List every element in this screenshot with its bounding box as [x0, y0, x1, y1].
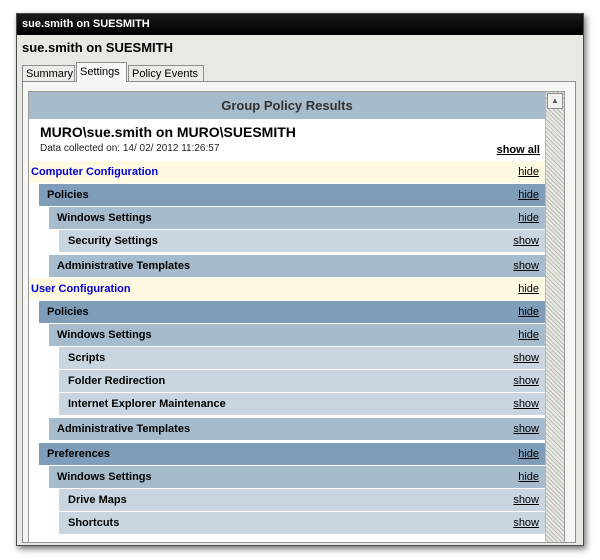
- computer-windows-settings-toggle[interactable]: hide: [518, 212, 539, 224]
- drive-maps-toggle[interactable]: show: [513, 494, 539, 506]
- preferences-toggle[interactable]: hide: [518, 448, 539, 460]
- computer-configuration-row: [29, 160, 545, 183]
- user-policies-toggle[interactable]: hide: [518, 306, 539, 318]
- gpresult-window: [16, 13, 584, 546]
- shortcuts-toggle[interactable]: show: [513, 517, 539, 529]
- security-settings-toggle[interactable]: show: [513, 235, 539, 247]
- drive-maps-label: Drive Maps: [68, 494, 127, 506]
- ie-maintenance-toggle[interactable]: show: [513, 398, 539, 410]
- preferences-row: [39, 442, 545, 465]
- ie-maintenance-row: [59, 392, 545, 415]
- scripts-toggle[interactable]: show: [513, 352, 539, 364]
- user-configuration-toggle[interactable]: hide: [518, 283, 539, 295]
- scripts-row: [59, 346, 545, 369]
- user-windows-settings-row: [49, 323, 545, 346]
- user-configuration-label: User Configuration: [31, 283, 131, 295]
- user-windows-settings-toggle[interactable]: hide: [518, 329, 539, 341]
- computer-windows-settings-label: Windows Settings: [57, 212, 152, 224]
- user-admin-templates-toggle[interactable]: show: [513, 423, 539, 435]
- preferences-label: Preferences: [47, 448, 110, 460]
- computer-admin-templates-row: [49, 254, 545, 277]
- security-settings-row: [59, 229, 545, 252]
- computer-policies-toggle[interactable]: hide: [518, 189, 539, 201]
- tab-settings[interactable]: Settings: [76, 62, 127, 82]
- computer-admin-templates-label: Administrative Templates: [57, 260, 191, 272]
- shortcuts-row: [59, 511, 545, 534]
- user-admin-templates-label: Administrative Templates: [57, 423, 191, 435]
- ie-maintenance-label: Internet Explorer Maintenance: [68, 398, 226, 410]
- tab-policy-events[interactable]: Policy Events: [128, 65, 204, 81]
- results-header: Group Policy Results: [29, 92, 545, 119]
- user-admin-templates-row: [49, 417, 545, 440]
- window-titlebar[interactable]: sue.smith on SUESMITH: [17, 14, 583, 35]
- collection-info: [29, 142, 545, 160]
- drive-maps-row: [59, 488, 545, 511]
- show-all-link[interactable]: show all: [496, 144, 540, 156]
- scripts-label: Scripts: [68, 352, 106, 364]
- computer-configuration-label: Computer Configuration: [31, 166, 159, 178]
- user-windows-settings-label: Windows Settings: [57, 329, 152, 341]
- folder-redirection-row: [59, 369, 545, 392]
- computer-configuration-toggle[interactable]: hide: [518, 166, 539, 178]
- tab-summary[interactable]: Summary: [22, 65, 75, 81]
- shortcuts-label: Shortcuts: [68, 517, 120, 529]
- computer-admin-templates-toggle[interactable]: show: [513, 260, 539, 272]
- security-settings-label: Security Settings: [68, 235, 158, 247]
- collected-date: Data collected on: 14/ 02/ 2012 11:26:57: [40, 143, 220, 154]
- arrow-up-icon[interactable]: ▲: [547, 93, 563, 109]
- computer-windows-settings-row: [49, 206, 545, 229]
- page-title: sue.smith on SUESMITH: [22, 40, 173, 55]
- folder-redirection-label: Folder Redirection: [68, 375, 166, 387]
- report-frame: [28, 91, 565, 543]
- pref-windows-settings-row: [49, 465, 545, 488]
- vertical-scrollbar[interactable]: [545, 92, 564, 543]
- pref-windows-settings-toggle[interactable]: hide: [518, 471, 539, 483]
- user-computer-title: MURO\sue.smith on MURO\SUESMITH: [40, 124, 296, 140]
- user-policies-label: Policies: [47, 306, 89, 318]
- folder-redirection-toggle[interactable]: show: [513, 375, 539, 387]
- computer-policies-row: [39, 183, 545, 206]
- user-configuration-row: [29, 277, 545, 300]
- computer-policies-label: Policies: [47, 189, 89, 201]
- report-content: [29, 92, 545, 543]
- pref-windows-settings-label: Windows Settings: [57, 471, 152, 483]
- user-policies-row: [39, 300, 545, 323]
